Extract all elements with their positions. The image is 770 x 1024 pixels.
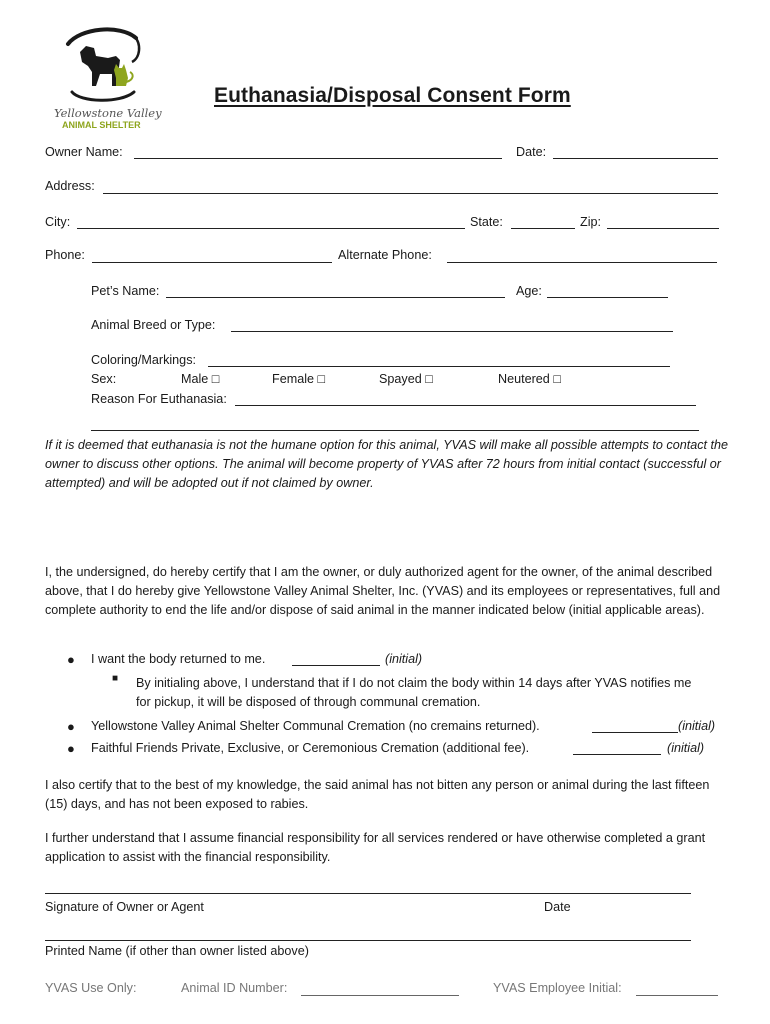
spayed-checkbox-icon[interactable]: □ (425, 372, 433, 386)
alt-phone-field[interactable] (447, 262, 717, 263)
neutered-option[interactable] (498, 372, 561, 386)
signature-date-label: Date (544, 900, 571, 914)
female-label: Female (272, 372, 314, 386)
initial-label-2: (initial) (678, 719, 716, 733)
reason-label: Reason For Euthanasia: (91, 392, 227, 406)
option-communal-cremation: Yellowstone Valley Animal Shelter Communal Cremation (no cremains returned). (91, 719, 540, 733)
address-field[interactable] (103, 193, 718, 194)
rabies-statement: I also certify that to the best of my knowledge, the said animal has not bitten any person or animal during the last fifteen (15) days, and has not been exposed to rabies. (45, 778, 710, 811)
initial-label-1: (initial) (385, 652, 423, 666)
signature-label: Signature of Owner or Agent (45, 900, 204, 914)
spayed-label: Spayed (379, 372, 422, 386)
neutered-checkbox-icon[interactable]: □ (553, 372, 561, 386)
reason-field[interactable] (235, 405, 696, 406)
animal-id-field[interactable] (301, 995, 459, 996)
city-label: City: (45, 215, 71, 229)
pet-name-field[interactable] (166, 297, 505, 298)
animal-id-label: Animal ID Number: (181, 981, 288, 995)
state-label: State: (470, 215, 503, 229)
logo-brand-line2: ANIMAL SHELTER (62, 120, 141, 130)
breed-field[interactable] (231, 331, 673, 332)
zip-label: Zip: (580, 215, 601, 229)
employee-initial-label: YVAS Employee Initial: (493, 981, 622, 995)
phone-label: Phone: (45, 248, 85, 262)
neutered-label: Neutered (498, 372, 550, 386)
date-label: Date: (516, 145, 547, 159)
spayed-option[interactable] (379, 372, 433, 386)
initial-communal-field[interactable] (592, 732, 678, 733)
initial-private-field[interactable] (573, 754, 661, 755)
male-option[interactable] (181, 372, 219, 386)
sex-label: Sex: (91, 372, 117, 386)
state-field[interactable] (511, 228, 575, 229)
initial-label-3: (initial) (667, 741, 705, 755)
financial-statement: I further understand that I assume financial responsibility for all services rendered or have otherwise completed a grant application to assist with the financial responsibility. (45, 831, 706, 864)
address-label: Address: (45, 179, 95, 193)
reason-field-line2[interactable] (91, 430, 699, 431)
age-label: Age: (516, 284, 542, 298)
office-use-label: YVAS Use Only: (45, 981, 137, 995)
phone-field[interactable] (92, 262, 332, 263)
humane-option-note: If it is deemed that euthanasia is not the humane option for this animal, YVAS will make all possible attempts to contact the owner to discuss other options. The animal will become property of YVAS after 72 hours from initial contact (successful or attempted) and will be adopted out if not claimed by owner. (45, 438, 729, 490)
date-field[interactable] (553, 158, 718, 159)
male-label: Male (181, 372, 209, 386)
employee-initial-field[interactable] (636, 995, 718, 996)
city-field[interactable] (77, 228, 465, 229)
pet-name-label: Pet’s Name: (91, 284, 160, 298)
bullet-icon: ● (67, 652, 75, 667)
option-private-cremation: Faithful Friends Private, Exclusive, or Ceremonious Cremation (additional fee). (91, 741, 530, 755)
coloring-field[interactable] (208, 366, 670, 367)
bullet-icon: ● (67, 741, 75, 756)
printed-name-field[interactable] (45, 940, 691, 941)
female-option[interactable] (272, 372, 325, 386)
option-body-returned: I want the body returned to me. (91, 652, 266, 666)
logo-brand-line1: Yellowstone Valley (54, 106, 162, 120)
body-returned-disclaimer: By initialing above, I understand that if I do not claim the body within 14 days after YVAS notifies me for pickup, it will be disposed of through communal cremation. (136, 676, 692, 709)
signature-field[interactable] (45, 893, 691, 894)
owner-name-field[interactable] (134, 158, 502, 159)
owner-name-label: Owner Name: (45, 145, 123, 159)
breed-label: Animal Breed or Type: (91, 318, 216, 332)
certification-paragraph: I, the undersigned, do hereby certify that I am the owner, or duly authorized agent for the owner, of the animal described above, that I do hereby give Yellowstone Valley Animal Shelter, Inc. (YVAS) and its employees or representatives, full and complete authority to end the life and/or dispose of said animal in the manner indicated below (initial applicable areas). (45, 565, 721, 617)
bullet-icon: ● (67, 719, 75, 734)
initial-body-returned-field[interactable] (292, 665, 380, 666)
printed-name-label: Printed Name (if other than owner listed above) (45, 944, 309, 958)
age-field[interactable] (547, 297, 668, 298)
male-checkbox-icon[interactable]: □ (211, 372, 220, 386)
coloring-label: Coloring/Markings: (91, 353, 196, 367)
form-title: Euthanasia/Disposal Consent Form (214, 84, 571, 107)
shelter-logo (50, 22, 162, 132)
female-checkbox-icon[interactable]: □ (317, 372, 326, 386)
zip-field[interactable] (607, 228, 719, 229)
sub-bullet-icon: ■ (112, 673, 119, 684)
alt-phone-label: Alternate Phone: (338, 248, 432, 262)
